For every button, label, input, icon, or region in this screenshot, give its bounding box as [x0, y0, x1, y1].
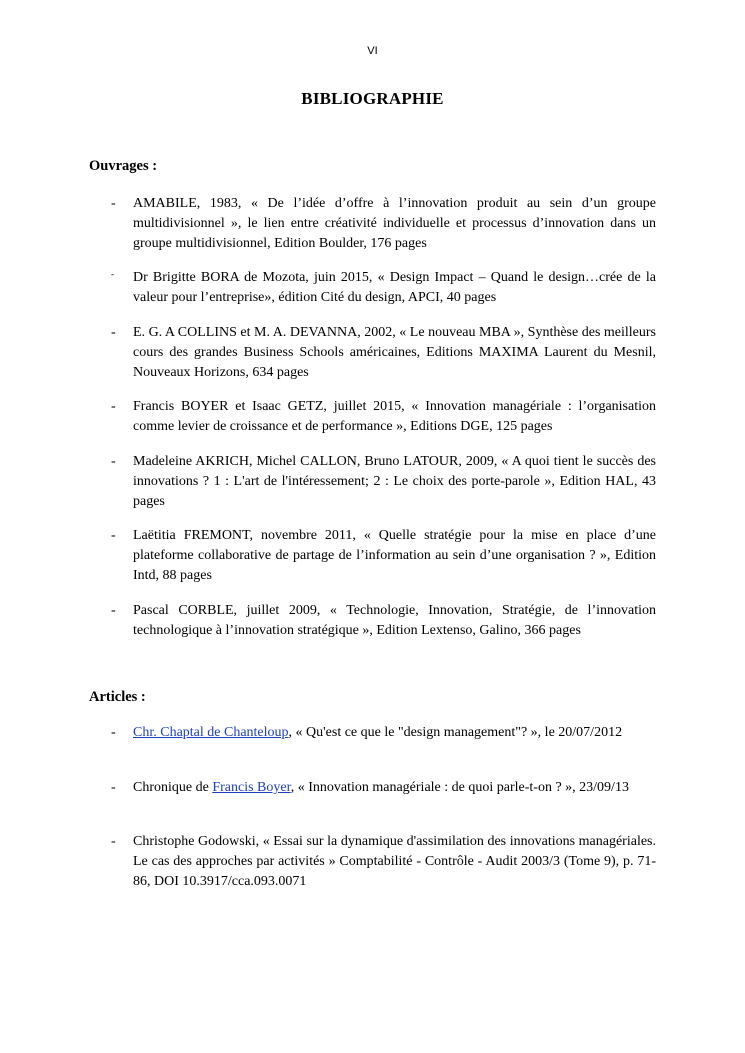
reference-text: Laëtitia FREMONT, novembre 2011, « Quelle stratégie pour la mise en place d’une plateforme collaborative de partage de l’information au sein d’une organisation ? », Edition Intd, 88 pages	[133, 528, 656, 583]
reference-text	[133, 778, 656, 798]
bullet-dash: -	[111, 454, 116, 469]
list-item	[111, 194, 656, 254]
bullet-dash: -	[111, 269, 114, 279]
list-item	[111, 832, 656, 892]
list-item	[111, 723, 656, 743]
section-heading-articles: Articles :	[89, 689, 146, 705]
bullet-dash: -	[111, 325, 116, 340]
reference-rest: , « Innovation managériale : de quoi parle-t-on ? », 23/09/13	[290, 780, 629, 795]
bullet-dash: -	[111, 528, 116, 543]
bullet-dash: -	[111, 399, 116, 414]
reference-text: AMABILE, 1983, « De l’idée d’offre à l’innovation produit au sein d’un groupe multidivisionnel », le lien entre créativité individuelle et processus d’innovation dans un groupe multidivisionnel, Edition Boulder, 176 pages	[133, 196, 656, 251]
list-item	[111, 268, 656, 308]
list-item	[111, 526, 656, 586]
bullet-dash: -	[111, 834, 116, 849]
bullet-dash: -	[111, 780, 116, 795]
author-link[interactable]: Chr. Chaptal de Chanteloup	[133, 725, 289, 740]
reference-text: Christophe Godowski, « Essai sur la dynamique d'assimilation des innovations managériales. Le cas des approches par activités » Comptabilité - Contrôle - Audit 2003/3 (Tome 9), p. 71-86, DOI 10.3917/cca.093.0071	[133, 834, 656, 889]
reference-text: Dr Brigitte BORA de Mozota, juin 2015, « Design Impact – Quand le design…crée de la valeur pour l’entreprise», édition Cité du design, APCI, 40 pages	[133, 270, 656, 305]
list-item	[111, 397, 656, 437]
reference-prefix: Chronique de	[133, 780, 213, 795]
section-heading-ouvrages: Ouvrages :	[89, 158, 158, 174]
list-item	[111, 323, 656, 383]
reference-text: Madeleine AKRICH, Michel CALLON, Bruno LATOUR, 2009, « A quoi tient le succès des innovations ? 1 : L'art de l'intéressement; 2 : Le choix des porte-parole », Edition HAL, 43 pages	[133, 454, 656, 509]
bullet-dash: -	[111, 725, 116, 740]
reference-text: Francis BOYER et Isaac GETZ, juillet 2015, « Innovation managériale : l’organisation comme levier de croissance et de performance », Editions DGE, 125 pages	[133, 399, 656, 434]
reference-text: Pascal CORBLE, juillet 2009, « Technologie, Innovation, Stratégie, de l’innovation technologique à l’innovation stratégique », Edition Lextenso, Galino, 366 pages	[133, 603, 656, 638]
list-item	[111, 778, 656, 798]
reference-text: E. G. A COLLINS et M. A. DEVANNA, 2002, « Le nouveau MBA », Synthèse des meilleurs cours des grandes Business Schools américaines, Editions MAXIMA Laurent du Mesnil, Nouveaux Horizons, 634 pages	[133, 325, 656, 380]
list-item	[111, 601, 656, 641]
page-number: VI	[367, 45, 378, 57]
bullet-dash: -	[111, 196, 116, 211]
bullet-dash: -	[111, 603, 116, 618]
list-item	[111, 452, 656, 512]
reference-text	[133, 723, 656, 743]
page-title: BIBLIOGRAPHIE	[301, 89, 444, 108]
reference-rest: , « Qu'est ce que le "design management"? », le 20/07/2012	[288, 725, 623, 740]
author-link[interactable]: Francis Boyer	[212, 780, 291, 795]
